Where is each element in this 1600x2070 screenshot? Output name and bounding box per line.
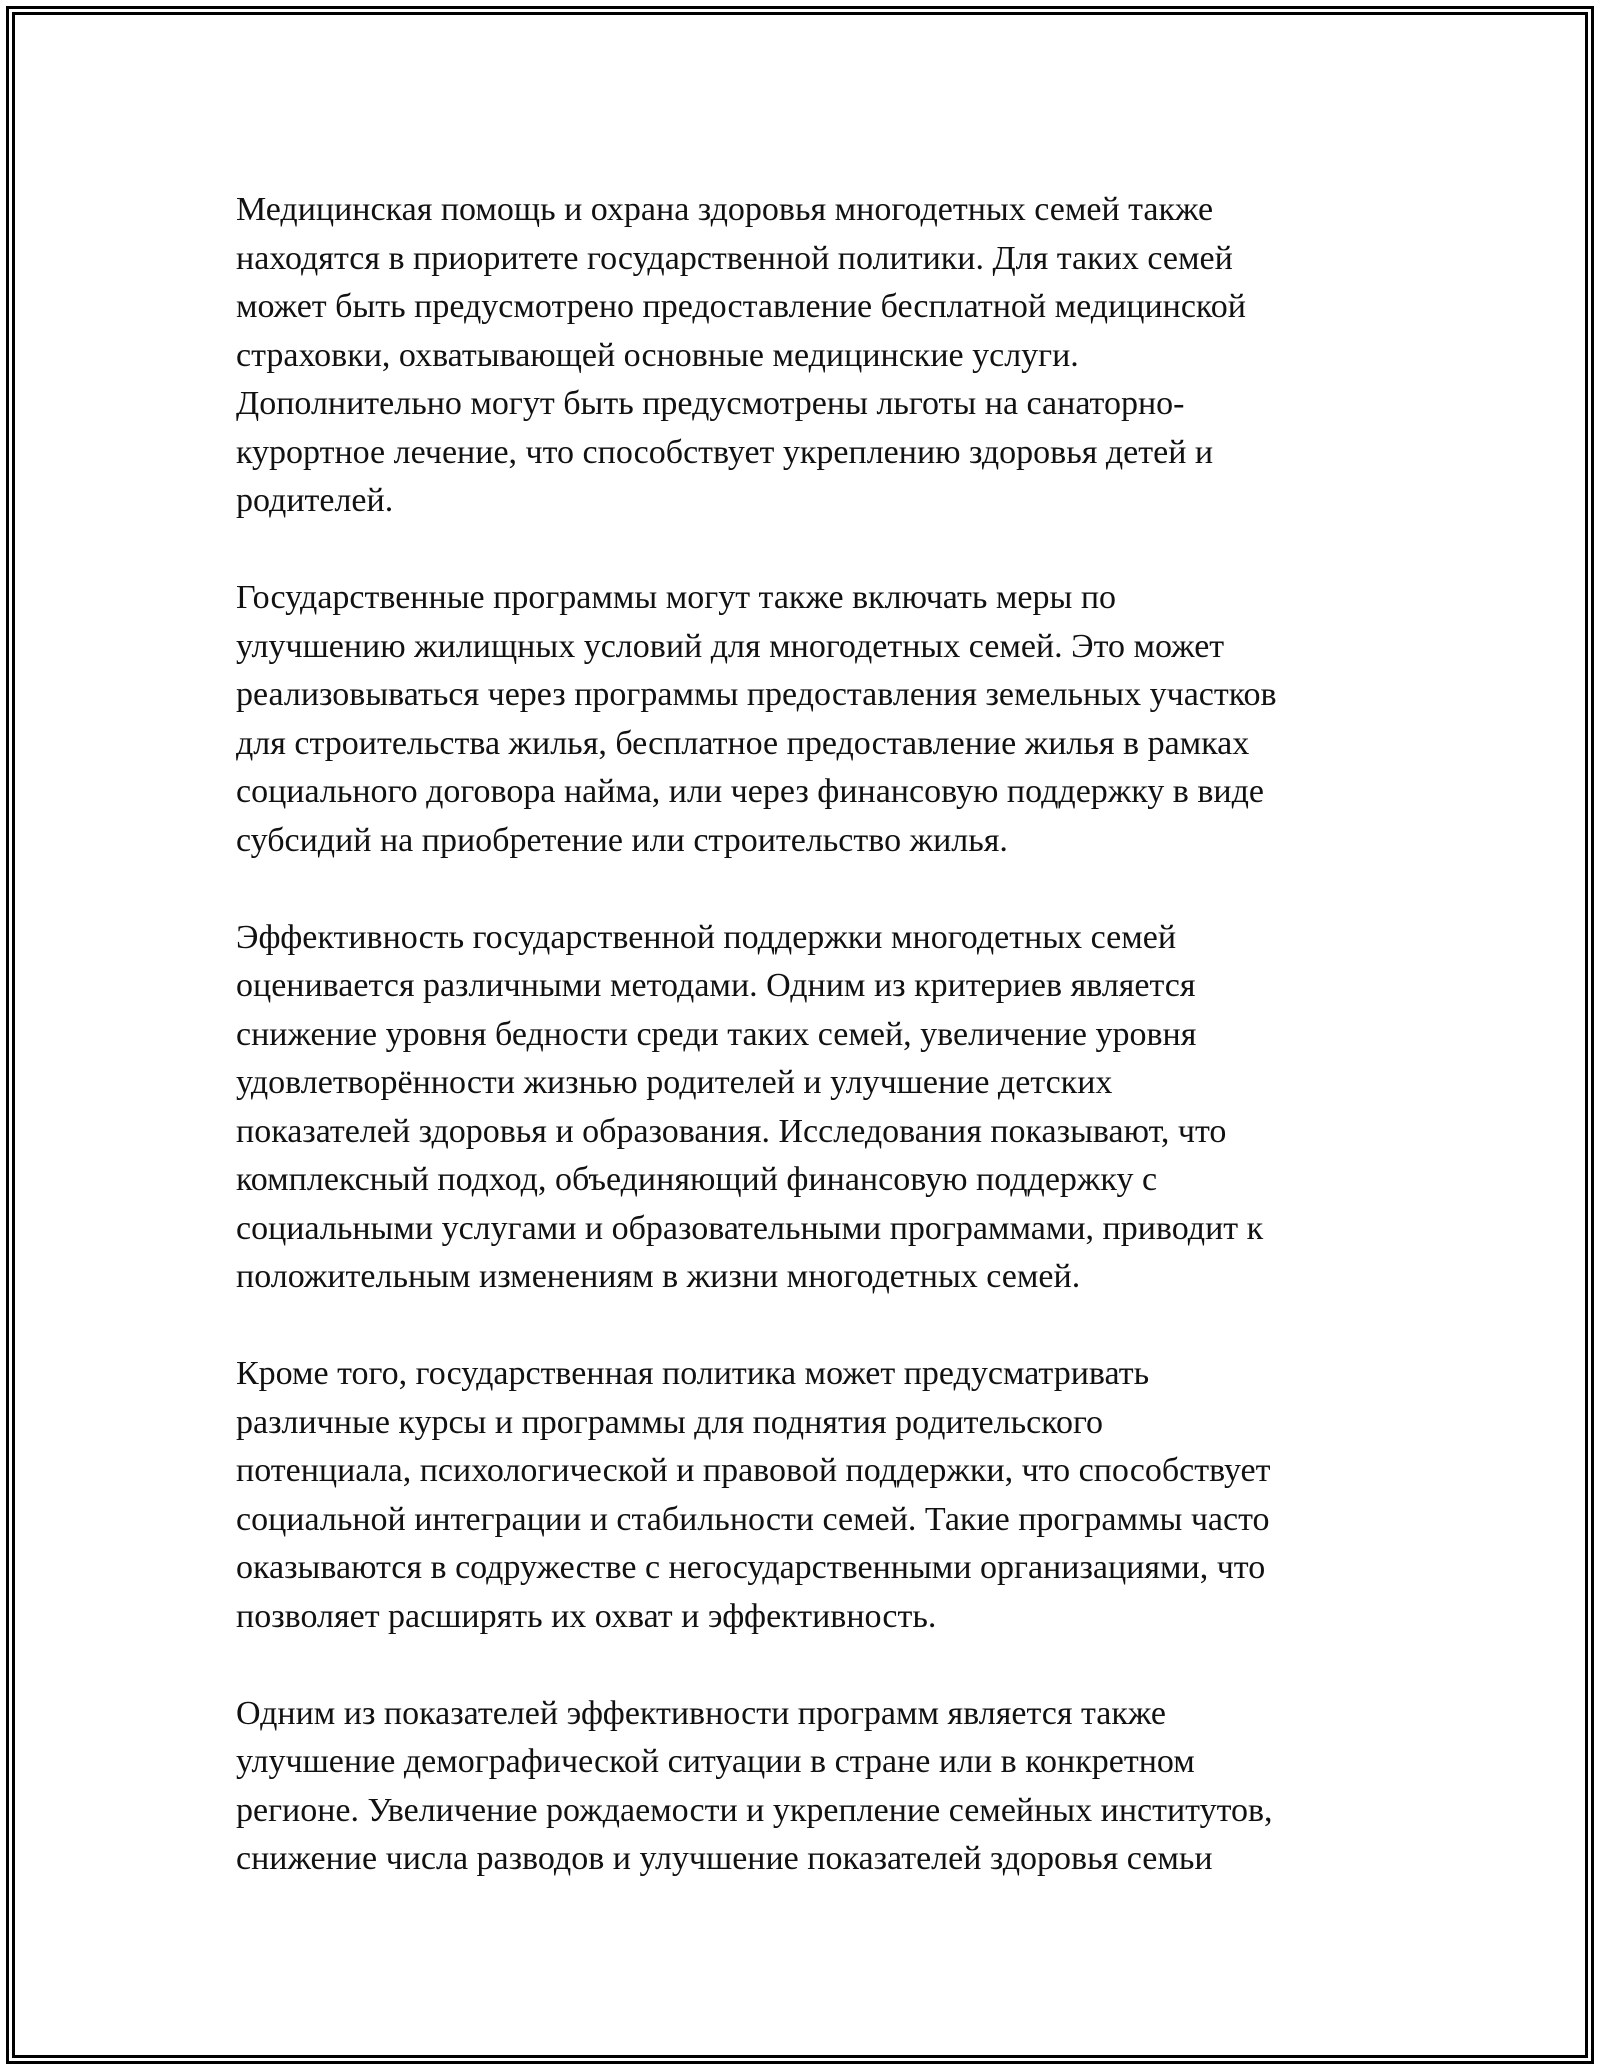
paragraph [236,1350,1376,1641]
text-line: показателей здоровья и образования. Исследования показывают, что [236,1112,1227,1150]
text-line: различные курсы и программы для поднятия родительского [236,1403,1104,1441]
text-line: потенциала, психологической и правовой поддержки, что способствует [236,1452,1271,1489]
text-line: Государственные программы могут также включать меры по [236,579,1117,616]
paragraph [236,1690,1376,1884]
text-line: субсидий на приобретение или строительство жилья. [236,821,1008,859]
paragraph [236,574,1376,865]
text-line: родителей. [236,482,394,519]
text-line: реализовываться через программы предоставления земельных участков [236,676,1277,713]
text-line: оценивается различными методами. Одним из критериев является [236,967,1196,1004]
document-body [236,186,1376,1884]
paragraph-gap [236,526,1376,575]
text-line: социального договора найма, или через финансовую поддержку в виде [236,773,1265,810]
paragraph-gap [236,865,1376,914]
text-line: Медицинская помощь и охрана здоровья многодетных семей также [236,191,1214,228]
text-line: улучшению жилищных условий для многодетных семей. Это может [236,627,1225,665]
text-line: социальными услугами и образовательными программами, приводит к [236,1209,1264,1247]
paragraph [236,914,1376,1302]
text-line: позволяет расширять их охват и эффективность. [236,1597,937,1635]
text-line: для строительства жилья, бесплатное предоставление жилья в рамках [236,724,1250,762]
text-line: Дополнительно могут быть предусмотрены льготы на санаторно- [236,385,1185,422]
paragraph-gap [236,1641,1376,1690]
text-line: может быть предусмотрено предоставление бесплатной медицинской [236,288,1246,325]
text-line: Кроме того, государственная политика может предусматривать [236,1355,1150,1392]
text-line: регионе. Увеличение рождаемости и укрепление семейных институтов, [236,1791,1273,1829]
text-line: комплексный подход, объединяющий финансовую поддержку с [236,1161,1158,1198]
text-line: снижение уровня бедности среди таких семей, увеличение уровня [236,1015,1197,1053]
text-line: оказываются в содружестве с негосударственными организациями, что [236,1549,1266,1586]
text-line: страховки, охватывающей основные медицинские услуги. [236,336,1079,374]
text-line: находятся в приоритете государственной политики. Для таких семей [236,239,1233,277]
text-line: улучшение демографической ситуации в стране или в конкретном [236,1743,1195,1780]
text-line: Эффективность государственной поддержки многодетных семей [236,918,1177,956]
text-line: Одним из показателей эффективности программ является также [236,1694,1167,1732]
paragraph [236,186,1376,526]
text-line: социальной интеграции и стабильности семей. Такие программы часто [236,1500,1270,1538]
text-line: курортное лечение, что способствует укреплению здоровья детей и [236,433,1214,471]
text-line: снижение числа разводов и улучшение показателей здоровья семьи [236,1840,1213,1877]
text-line: удовлетворённости жизнью родителей и улучшение детских [236,1064,1113,1101]
paragraph-gap [236,1302,1376,1351]
text-line: положительным изменениям в жизни многодетных семей. [236,1258,1081,1295]
